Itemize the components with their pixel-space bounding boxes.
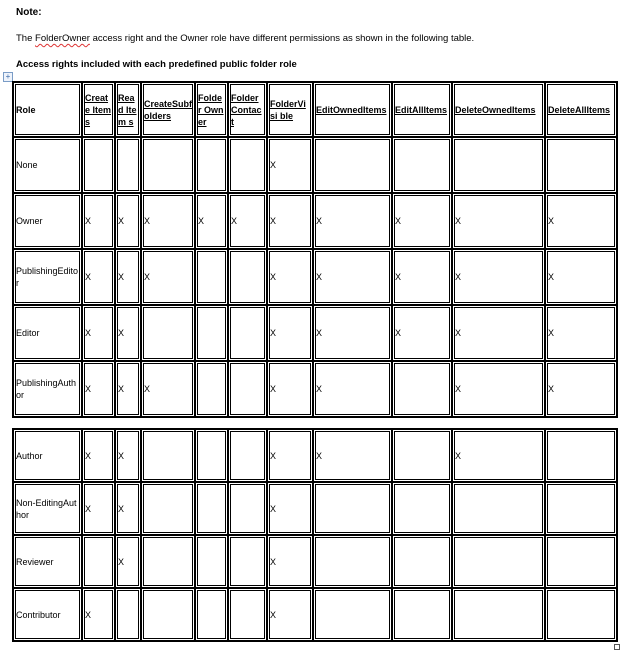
permission-cell-folderowner: [195, 429, 228, 482]
column-header-editowneditems: EditOwnedItems: [313, 82, 392, 137]
permission-cell-deleteowneditems: X: [452, 305, 545, 361]
permission-cell-editowneditems: X: [313, 361, 392, 417]
column-header-deleteowneditems: DeleteOwnedItems: [452, 82, 545, 137]
permission-cell-createsubfolders: X: [141, 361, 195, 417]
permission-cell-foldercontact: [228, 535, 267, 588]
permission-cell-editallitems: [392, 535, 452, 588]
permission-cell-deleteallitems: [545, 429, 617, 482]
permission-cell-editowneditems: [313, 588, 392, 641]
role-cell: Author: [13, 429, 82, 482]
table-row: [13, 249, 617, 305]
permission-cell-editallitems: X: [392, 305, 452, 361]
note-text-end: access right and the Owner role have different permissions as shown in the following table.: [89, 33, 475, 44]
permission-cell-createsubfolders: [141, 482, 195, 535]
permission-cell-foldervisible: X: [267, 482, 313, 535]
column-header-createsubfolders: CreateSubf olders: [141, 82, 195, 137]
permission-cell-foldercontact: [228, 482, 267, 535]
plus-move-icon[interactable]: +: [3, 72, 13, 82]
permission-cell-editowneditems: X: [313, 305, 392, 361]
folderowner-term: FolderOwner: [35, 33, 90, 44]
table-caption: Access rights included with each predefined public folder role: [16, 59, 297, 70]
permission-cell-editallitems: X: [392, 193, 452, 249]
permission-cell-deleteowneditems: [452, 482, 545, 535]
permission-cell-readitems: X: [115, 249, 141, 305]
permission-cell-editowneditems: X: [313, 249, 392, 305]
permission-cell-deleteowneditems: X: [452, 361, 545, 417]
role-cell: PublishingAuthor: [13, 361, 82, 417]
permission-cell-foldercontact: [228, 588, 267, 641]
table-row: [13, 535, 617, 588]
permission-cell-folderowner: [195, 361, 228, 417]
permission-cell-createitems: [82, 535, 115, 588]
note-label: Note:: [16, 7, 42, 18]
table-row: [13, 482, 617, 535]
permission-cell-createitems: X: [82, 305, 115, 361]
table-row: [13, 588, 617, 641]
permission-cell-createitems: [82, 137, 115, 193]
permission-cell-editowneditems: [313, 482, 392, 535]
permission-cell-createsubfolders: [141, 429, 195, 482]
permission-cell-createsubfolders: X: [141, 249, 195, 305]
table-row: [13, 305, 617, 361]
permission-cell-createsubfolders: [141, 305, 195, 361]
permissions-table-2: [12, 428, 618, 642]
permission-cell-readitems: [115, 137, 141, 193]
table-header-row: [13, 82, 617, 137]
permission-cell-foldervisible: X: [267, 535, 313, 588]
permission-cell-readitems: X: [115, 482, 141, 535]
permission-cell-foldercontact: [228, 137, 267, 193]
permission-cell-readitems: X: [115, 361, 141, 417]
table-row: [13, 429, 617, 482]
permission-cell-foldercontact: [228, 249, 267, 305]
permission-cell-folderowner: [195, 305, 228, 361]
permission-cell-createitems: X: [82, 249, 115, 305]
permission-cell-foldervisible: X: [267, 361, 313, 417]
permission-cell-createsubfolders: X: [141, 193, 195, 249]
column-header-readitems: Read Item s: [115, 82, 141, 137]
role-cell: None: [13, 137, 82, 193]
permission-cell-editallitems: X: [392, 249, 452, 305]
permission-cell-editallitems: [392, 482, 452, 535]
role-cell: Owner: [13, 193, 82, 249]
permission-cell-readitems: X: [115, 193, 141, 249]
permission-cell-deleteowneditems: X: [452, 249, 545, 305]
permission-cell-createitems: X: [82, 482, 115, 535]
column-header-deleteallitems: DeleteAllItems: [545, 82, 617, 137]
permission-cell-createsubfolders: [141, 535, 195, 588]
permission-cell-deleteallitems: X: [545, 361, 617, 417]
permission-cell-deleteallitems: [545, 137, 617, 193]
column-header-foldercontact: Folder Contact: [228, 82, 267, 137]
permission-cell-deleteowneditems: X: [452, 193, 545, 249]
column-header-folderowner: Folder Owner: [195, 82, 228, 137]
table-row: [13, 137, 617, 193]
permission-cell-readitems: X: [115, 535, 141, 588]
permission-cell-foldervisible: X: [267, 429, 313, 482]
permission-cell-deleteowneditems: [452, 535, 545, 588]
table-resize-handle[interactable]: [614, 644, 620, 650]
permission-cell-editowneditems: X: [313, 193, 392, 249]
permission-cell-folderowner: [195, 535, 228, 588]
role-cell: Editor: [13, 305, 82, 361]
permission-cell-editallitems: [392, 361, 452, 417]
permission-cell-createitems: X: [82, 361, 115, 417]
permission-cell-folderowner: X: [195, 193, 228, 249]
permission-cell-editallitems: [392, 429, 452, 482]
permission-cell-foldercontact: [228, 361, 267, 417]
note-text-start: The: [16, 33, 36, 44]
permission-cell-deleteallitems: [545, 482, 617, 535]
permission-cell-foldervisible: X: [267, 588, 313, 641]
permission-cell-deleteallitems: X: [545, 305, 617, 361]
permissions-table-1: [12, 81, 618, 418]
permission-cell-foldercontact: [228, 305, 267, 361]
permission-cell-folderowner: [195, 249, 228, 305]
permission-cell-deleteallitems: [545, 588, 617, 641]
permission-cell-folderowner: [195, 588, 228, 641]
permission-cell-foldervisible: X: [267, 137, 313, 193]
permission-cell-editowneditems: [313, 535, 392, 588]
permission-cell-createitems: X: [82, 429, 115, 482]
table-row: [13, 193, 617, 249]
permission-cell-deleteowneditems: [452, 588, 545, 641]
permission-cell-deleteallitems: X: [545, 193, 617, 249]
column-header-foldervisible: FolderVisi ble: [267, 82, 313, 137]
permission-cell-editowneditems: [313, 137, 392, 193]
permission-cell-createsubfolders: [141, 137, 195, 193]
permission-cell-readitems: X: [115, 429, 141, 482]
permission-cell-editowneditems: X: [313, 429, 392, 482]
column-header-editallitems: EditAllItems: [392, 82, 452, 137]
column-header-role: Role: [13, 82, 82, 137]
permission-cell-deleteallitems: X: [545, 249, 617, 305]
permission-cell-createsubfolders: [141, 588, 195, 641]
role-cell: Contributor: [13, 588, 82, 641]
permission-cell-foldervisible: X: [267, 305, 313, 361]
permission-cell-folderowner: [195, 482, 228, 535]
permission-cell-deleteowneditems: X: [452, 429, 545, 482]
permission-cell-readitems: [115, 588, 141, 641]
role-cell: Non-EditingAuthor: [13, 482, 82, 535]
permission-cell-foldercontact: X: [228, 193, 267, 249]
permission-cell-foldervisible: X: [267, 249, 313, 305]
permission-cell-editallitems: [392, 137, 452, 193]
permission-cell-folderowner: [195, 137, 228, 193]
permission-cell-foldervisible: X: [267, 193, 313, 249]
permission-cell-readitems: X: [115, 305, 141, 361]
permission-cell-createitems: X: [82, 588, 115, 641]
role-cell: PublishingEditor: [13, 249, 82, 305]
permission-cell-foldercontact: [228, 429, 267, 482]
table-row: [13, 361, 617, 417]
permission-cell-createitems: X: [82, 193, 115, 249]
permission-cell-deleteowneditems: [452, 137, 545, 193]
role-cell: Reviewer: [13, 535, 82, 588]
permission-cell-editallitems: [392, 588, 452, 641]
permission-cell-deleteallitems: [545, 535, 617, 588]
note-text: [16, 33, 474, 44]
column-header-createitems: Create Items: [82, 82, 115, 137]
